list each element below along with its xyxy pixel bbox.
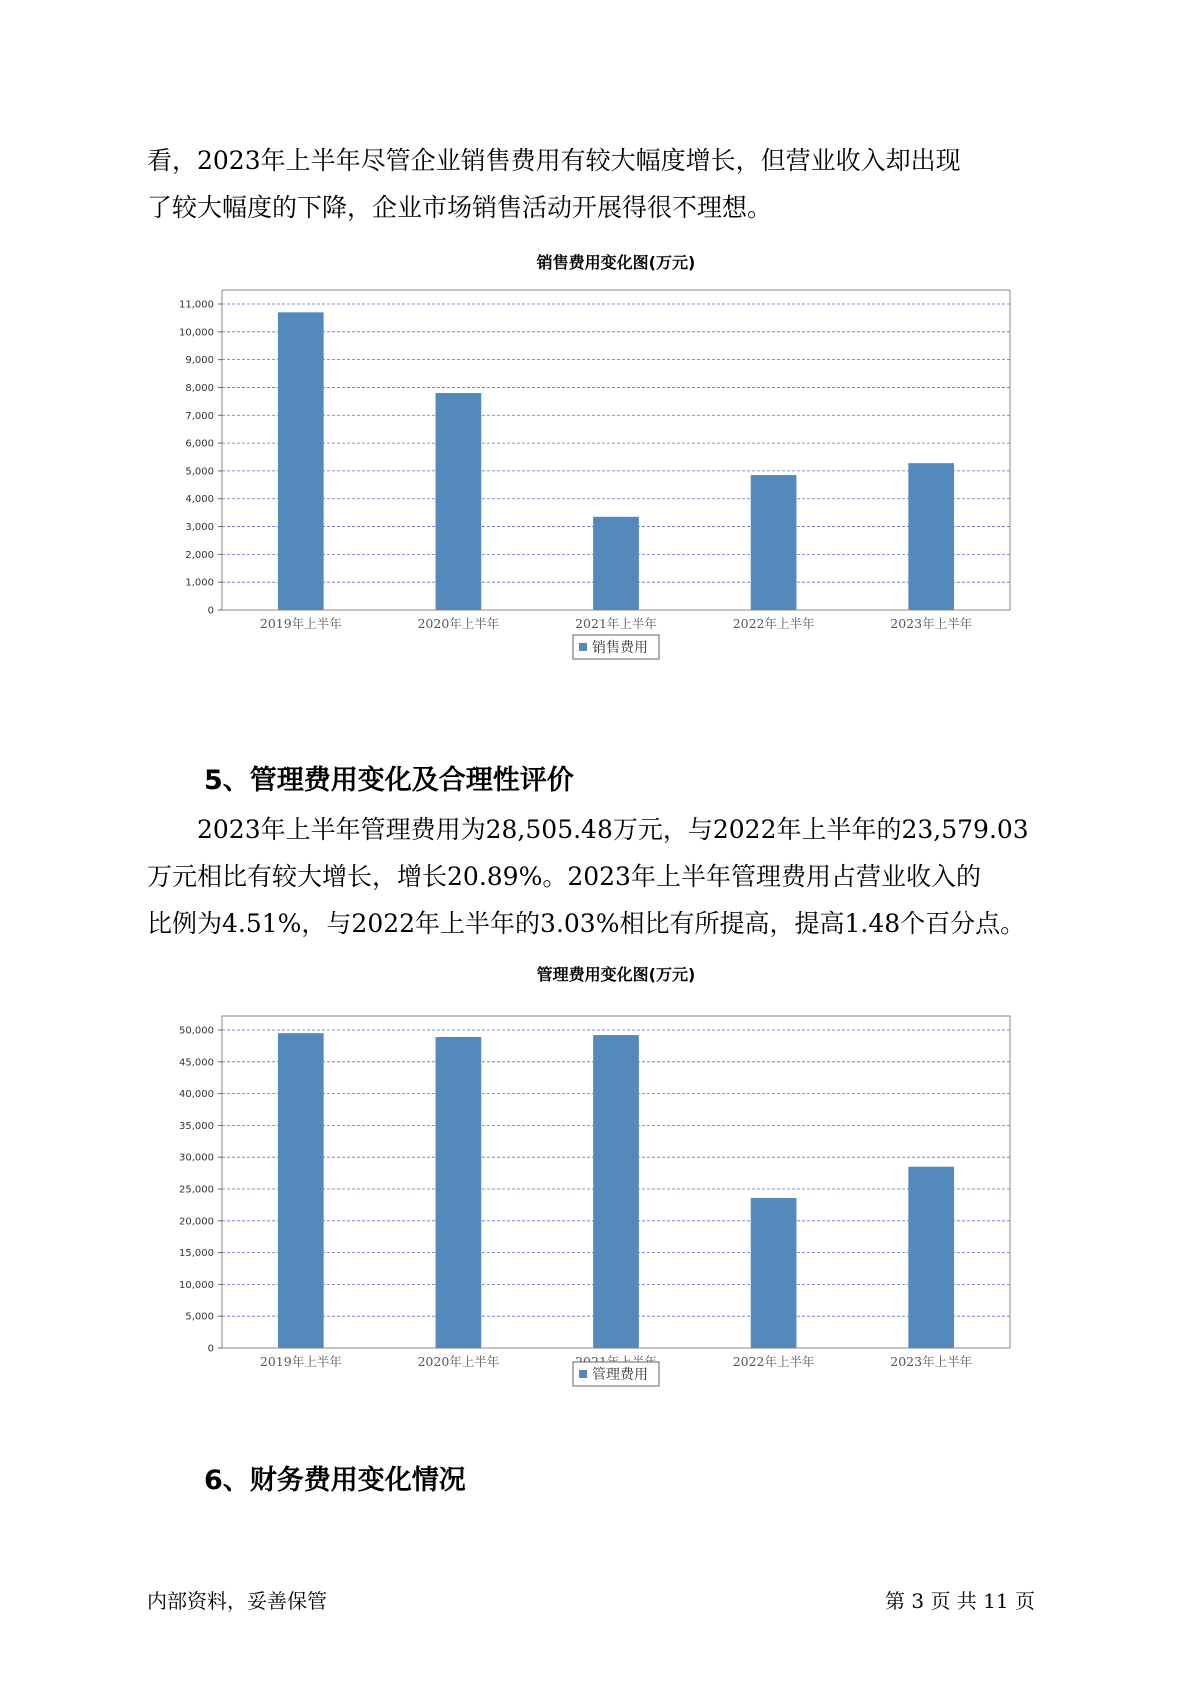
footer-left: 内部资料，妥善保管 — [147, 1589, 327, 1613]
y-tick-label: 25,000 — [179, 1184, 214, 1196]
y-tick-label: 4,000 — [185, 494, 214, 506]
sales-expense-chart — [150, 248, 1030, 693]
y-tick-label: 0 — [207, 605, 214, 617]
bar — [593, 1035, 639, 1348]
y-tick-label: 3,000 — [185, 522, 214, 534]
y-tick-label: 20,000 — [179, 1216, 214, 1228]
paragraph-line: 了较大幅度的下降，企业市场销售活动开展得很不理想。 — [147, 193, 773, 222]
bar — [751, 1198, 797, 1348]
legend-swatch — [579, 1370, 587, 1378]
y-tick-label: 8,000 — [185, 382, 214, 394]
bar — [436, 1037, 482, 1348]
paragraph-line: 比例为4.51%，与2022年上半年的3.03%相比有所提高，提高1.48个百分点。 — [147, 909, 1026, 938]
bar — [278, 1033, 324, 1348]
chart-title: 管理费用变化图(万元) — [536, 965, 696, 984]
legend-label: 管理费用 — [592, 1367, 648, 1383]
y-tick-label: 11,000 — [179, 299, 214, 311]
admin-expense-chart-svg — [150, 960, 1030, 1420]
y-tick-label: 10,000 — [179, 1279, 214, 1291]
bar — [751, 475, 797, 610]
footer-page-number: 第 3 页 共 11 页 — [885, 1589, 1035, 1613]
x-category-label: 2021年上半年 — [575, 616, 657, 631]
x-category-label: 2020年上半年 — [417, 1354, 500, 1369]
y-tick-label: 1,000 — [185, 577, 214, 589]
legend-swatch — [579, 643, 587, 651]
intro-paragraph — [147, 137, 1047, 231]
paragraph-line: 2023年上半年管理费用为28,505.48万元，与2022年上半年的23,579.03 — [197, 815, 1029, 844]
y-tick-label: 6,000 — [185, 438, 214, 450]
y-tick-label: 15,000 — [179, 1248, 214, 1260]
y-tick-label: 2,000 — [185, 549, 214, 561]
y-tick-label: 0 — [207, 1343, 214, 1355]
x-category-label: 2020年上半年 — [417, 616, 500, 631]
y-tick-label: 5,000 — [185, 1311, 214, 1323]
y-tick-label: 7,000 — [185, 410, 214, 422]
section-5-paragraph — [147, 806, 1047, 947]
x-category-label: 2022年上半年 — [732, 1354, 815, 1369]
y-tick-label: 30,000 — [179, 1152, 214, 1164]
y-tick-label: 35,000 — [179, 1120, 214, 1132]
section-6-heading: 6、财务费用变化情况 — [204, 1465, 466, 1496]
admin-expense-chart — [150, 960, 1030, 1420]
y-tick-label: 5,000 — [185, 466, 214, 478]
y-tick-label: 9,000 — [185, 355, 214, 367]
chart-legend — [573, 635, 659, 659]
bar — [278, 312, 324, 610]
x-category-label: 2019年上半年 — [259, 1354, 342, 1369]
sales-expense-chart-svg — [150, 248, 1030, 693]
bar — [908, 463, 954, 610]
paragraph-line: 万元相比有较大增长，增长20.89%。2023年上半年管理费用占营业收入的 — [147, 862, 981, 891]
y-tick-label: 40,000 — [179, 1089, 214, 1101]
x-category-label: 2019年上半年 — [259, 616, 342, 631]
bar — [593, 517, 639, 610]
y-tick-label: 10,000 — [179, 327, 214, 339]
chart-title: 销售费用变化图(万元) — [536, 253, 696, 272]
chart-legend — [573, 1362, 659, 1386]
x-category-label: 2023年上半年 — [890, 616, 973, 631]
x-category-label: 2022年上半年 — [732, 616, 815, 631]
y-tick-label: 50,000 — [179, 1025, 214, 1037]
y-tick-label: 45,000 — [179, 1057, 214, 1069]
paragraph-line: 看，2023年上半年尽管企业销售费用有较大幅度增长，但营业收入却出现 — [147, 146, 961, 175]
legend-label: 销售费用 — [592, 640, 648, 656]
bar — [908, 1167, 954, 1348]
section-5-heading: 5、管理费用变化及合理性评价 — [204, 765, 574, 796]
x-category-label: 2023年上半年 — [890, 1354, 973, 1369]
bar — [436, 393, 482, 610]
